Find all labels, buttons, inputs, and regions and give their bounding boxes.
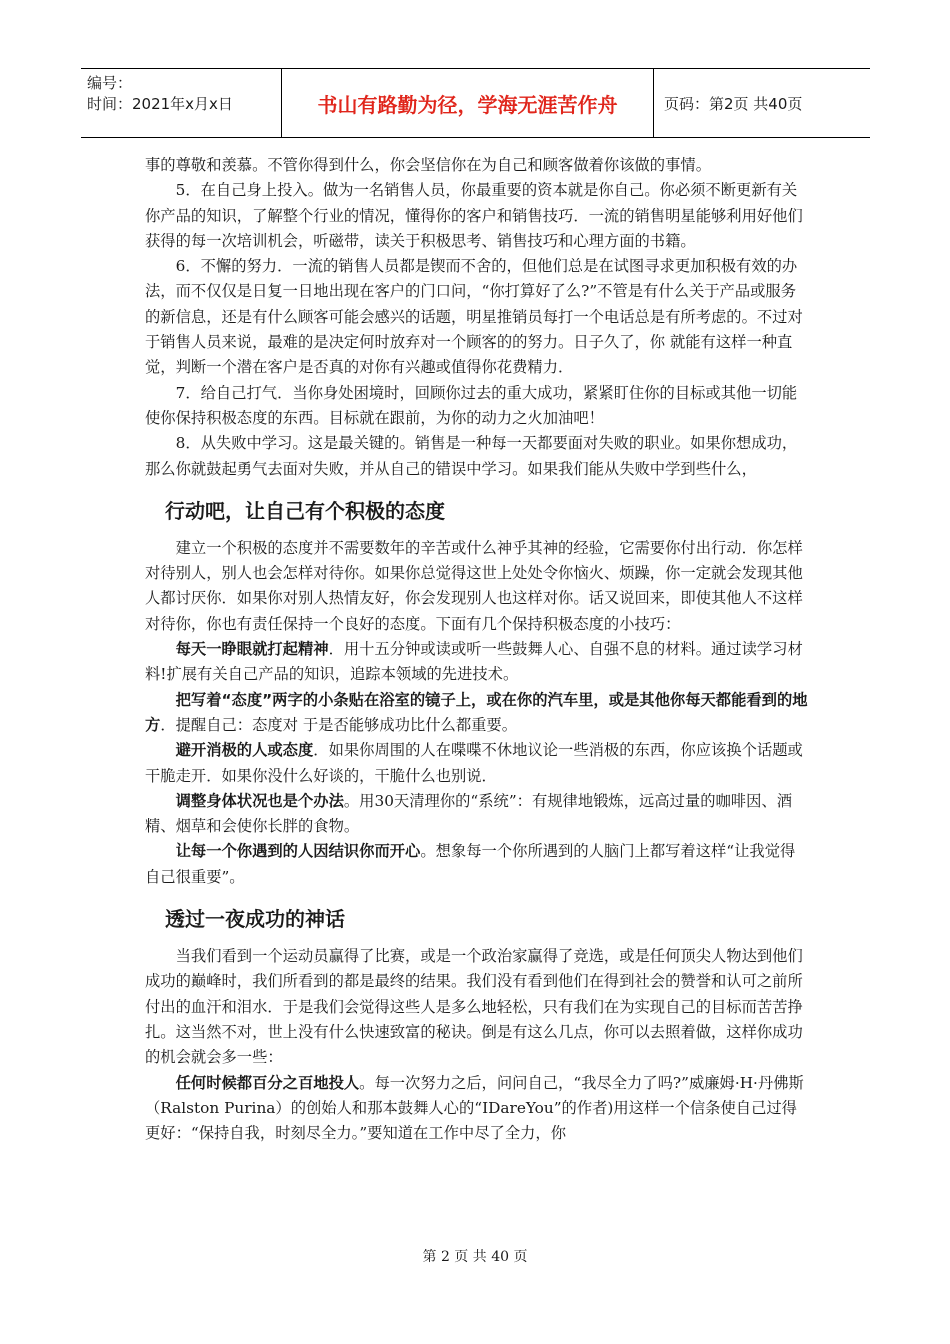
document-body — [145, 153, 810, 1146]
tip-item — [145, 688, 810, 739]
tip-text: 。每一次努力之后，问问自己，“我尽全力了吗?”威廉姆·H·丹佛斯（Ralston Purina）的创始人和那本鼓舞人心的“IDareYou”的作者)用这样一个信条使自己过得更好：“保持自我，时刻尽全力。”要知道在工作中尽了全力，你 — [145, 1073, 804, 1143]
section-heading: 透过一夜成功的神话 — [165, 907, 345, 932]
header-page-label: 页码：第2页 共40页 — [664, 94, 803, 113]
tip-title: 把写着“态度”两字的小条贴在浴室的镜子上，或在你的汽车里，或是其他你每天都能看到的地方 — [145, 690, 808, 734]
page-footer: 第 2 页 共 40 页 — [422, 1249, 528, 1265]
tip-text: 。用30天清理你的“系统”：有规律地锻炼，远高过量的咖啡因、酒精、烟草和会使你长胖的食物。 — [145, 791, 792, 836]
document-header — [81, 68, 870, 138]
tip-text: ．用十五分钟或读或听一些鼓舞人心、自强不息的材料。通过读学习材料!扩展有关自己产品的知识，追踪本领域的先进技术。 — [145, 640, 803, 684]
tip-item — [145, 738, 810, 789]
tip-title: 任何时候都百分之百地投人 — [175, 1073, 360, 1092]
paragraph: 事的尊敬和羡慕。不管你得到什么，你会坚信你在为自己和顾客做着你该做的事情。 — [145, 156, 711, 174]
paragraph: 6．不懈的努力．一流的销售人员都是锲而不舍的，但他们总是在试图寻求更加积极有效的办法，而不仅仅是日复一日地出现在客户的门口问，“你打算好了么?”不管是有什么关于产品或服务的新信息，还是有什么顾客可能会感兴的话题，明星推销员每打一个电话总是有所考虑的。不过对于销售人员来说，最难的是决定何时放弃对一个顾客的的努力。日子久了，你 就能有这样一种直觉，判断一个潜在客户是否真的对你有兴趣或值得你花费精力． — [145, 257, 803, 377]
date-label: 时间：2021年x月x日 — [87, 95, 233, 113]
tip-item — [145, 637, 810, 688]
header-motto: 书山有路勤为径，学海无涯苦作舟 — [282, 69, 654, 137]
tip-title: 避开消极的人或态度 — [175, 741, 314, 760]
paragraph: 5．在自己身上投入。做为一名销售人员，你最重要的资本就是你自己。你必须不断更新有关你产品的知识，了解整个行业的情况，懂得你的客户和销售技巧．一流的销售明星能够利用好他们获得的每一次培训机会，听磁带，读关于积极思考、销售技巧和心理方面的书籍。 — [145, 181, 803, 250]
tip-text: ．提醒自己：态度对 于是否能够成功比什么都重要。 — [160, 715, 518, 734]
tip-title: 每天一睁眼就打起精神 — [175, 640, 329, 659]
tip-title: 让每一个你遇到的人因结识你而开心 — [175, 842, 421, 861]
paragraph: 当我们看到一个运动员赢得了比赛，或是一个政治家赢得了竞选，或是任何顶尖人物达到他们成功的巅峰时，我们所看到的都是最终的结果。我们没有看到他们在得到社会的赞誉和认可之前所付出的血汗和泪水．于是我们会觉得这些人是多么地轻松，只有我们在为实现自己的目标而苦苦挣扎。这当然不对，世上没有什么快速致富的秘诀。倒是有这么几点，你可以去照着做，这样你成功的机会就会多一些： — [145, 947, 803, 1067]
section-heading: 行动吧，让自己有个积极的态度 — [165, 498, 445, 523]
tip-item — [145, 789, 810, 840]
tip-title: 调整身体状况也是个办法 — [175, 791, 344, 810]
paragraph: 7．给自己打气．当你身处困境时，回顾你过去的重大成功，紧紧盯住你的目标或其他一切能使你保持积极态度的东西。目标就在跟前，为你的动力之火加油吧！ — [145, 383, 798, 427]
number-label: 编号： — [87, 74, 133, 92]
header-meta — [81, 69, 282, 137]
tip-text: 。想象每一个你所遇到的人脑门上都写着这样“让我觉得自己很重要”。 — [145, 842, 796, 886]
tip-item — [145, 839, 810, 890]
paragraph: 建立一个积极的态度并不需要数年的辛苦或什么神乎其神的经验，它需要你付出行动．你怎样对待别人，别人也会怎样对待你。如果你总觉得这世上处处令你恼火、烦躁，你一定就会发现其他人都讨厌你．如果你对别人热情友好，你会发现别人也这样对你。话又说回来，即使其他人不这样对待你，你也有责任保持一个良好的态度。下面有几个保持积极态度的小技巧： — [145, 538, 803, 633]
tip-item — [145, 1071, 810, 1147]
paragraph: 8．从失败中学习。这是最关键的。销售是一种每一天都要面对失败的职业。如果你想成功，那么你就鼓起勇气去面对失败，并从自己的错误中学习。如果我们能从失败中学到些什么， — [145, 434, 798, 478]
tip-text: ．如果你周围的人在喋喋不休地议论一些消极的东西，你应该换个话题或干脆走开．如果你没什么好谈的，干脆什么也别说． — [145, 741, 803, 785]
